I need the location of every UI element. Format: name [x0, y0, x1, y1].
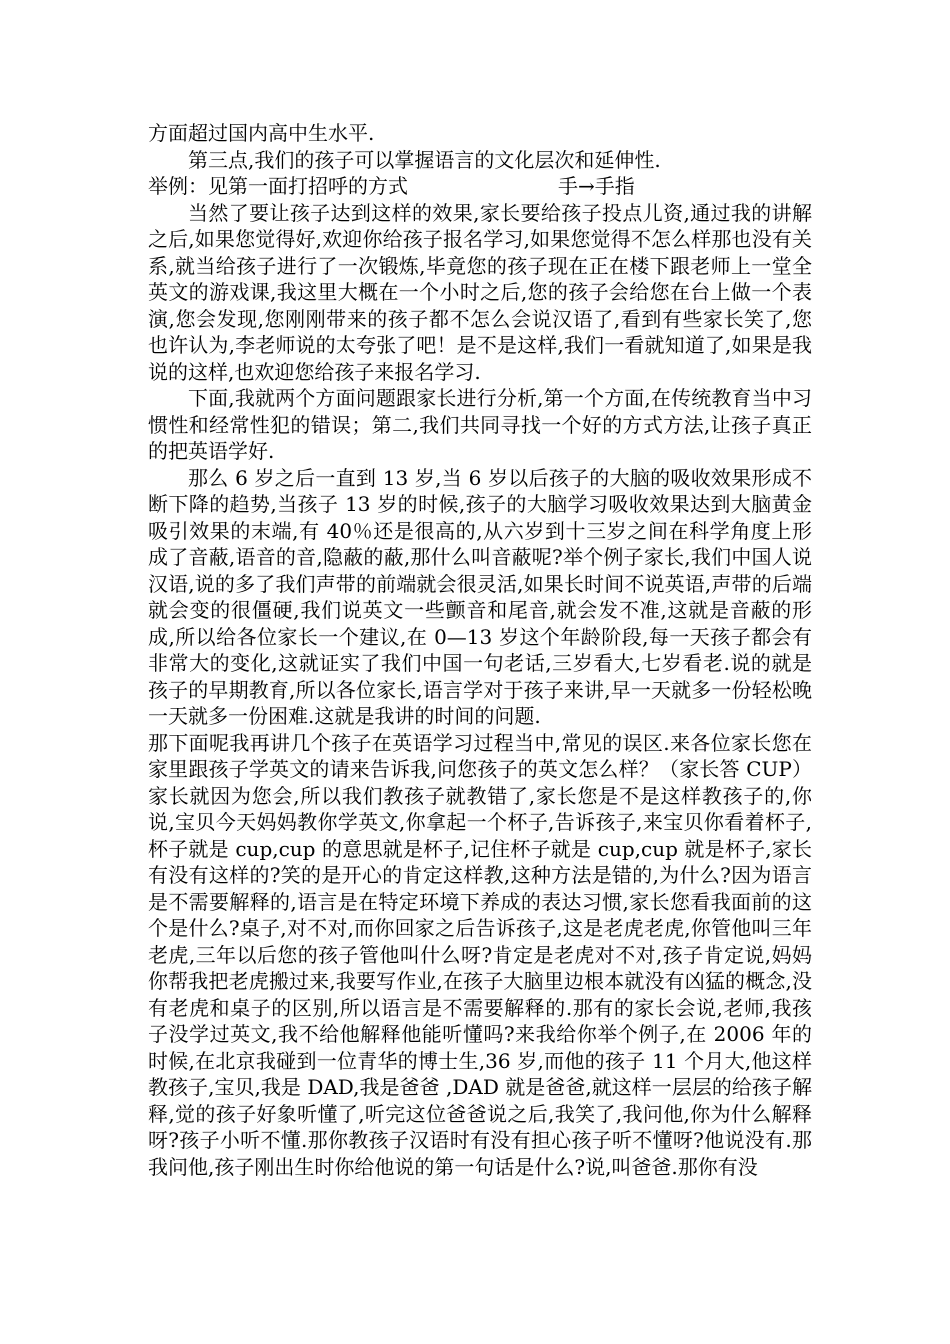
example-hand: 手 [558, 174, 578, 198]
paragraph-age-analysis: 那么 6 岁之后一直到 13 岁,当 6 岁以后孩子的大脑的吸收效果形成不断下降的趋势,当孩子 13 岁的时候,孩子的大脑学习吸收效果达到大脑黄金吸引效果的末端,有 40％还是很高的,从六岁到十三岁之间在科学角度上形成了音蔽,语音的音,隐蔽的蔽,那什么叫音蔽呢?举个例子家长,我们中国人说汉语,说的多了我们声带的前端就会很灵活,如果长时间不说英语,声带的后端就会变的很僵硬,我们说英文一些颤音和尾音,就会发不准,这就是音蔽的形成,所以给各位家长一个建议,在 0—13 岁这个年龄阶段,每一天孩子都会有非常大的变化,这就证实了我们中国一句老话,三岁看大,七岁看老.说的就是孩子的早期教育,所以各位家长,语言学对于孩子来讲,早一天就多一份轻松晚一天就多一份困难.这就是我讲的时间的问题. [148, 465, 812, 728]
example-finger: 手指 [594, 174, 635, 198]
example-line [148, 173, 812, 200]
paragraph-third-point: 第三点,我们的孩子可以掌握语言的文化层次和延伸性. [188, 147, 661, 172]
document-page [148, 120, 812, 1180]
right-arrow-icon: → [578, 174, 595, 198]
paragraph-misconceptions: 那下面呢我再讲几个孩子在英语学习过程当中,常见的误区.来各位家长您在家里跟孩子学英文的请来告诉我,问您孩子的英文怎么样？（家长答 CUP）家长就因为您会,所以我们教孩子就教错了,家长您是不是这样教孩子的,你说,宝贝今天妈妈教你学英文,你拿起一个杯子,告诉孩子,来宝贝你看着杯子,杯子就是 cup,cup 的意思就是杯子,记住杯子就是 cup,cup 就是杯子,家长有没有这样的?笑的是开心的肯定这样教,这种方法是错的,为什么?因为语言是不需要解释的,语言是在特定环境下养成的表达习惯,家长您看我面前的这个是什么?桌子,对不对,而你回家之后告诉孩子,这是老虎老虎,你管他叫三年老虎,三年以后您的孩子管他叫什么呀?肯定是老虎对不对,孩子肯定说,妈妈你帮我把老虎搬过来,我要写作业,在孩子大脑里边根本就没有凶猛的概念,没有老虎和桌子的区别,所以语言是不需要解释的.那有的家长会说,老师,我孩子没学过英文,我不给他解释他能听懂吗?来我给你举个例子,在 2006 年的时候,在北京我碰到一位青华的博士生,36 岁,而他的孩子 11 个月大,他这样教孩子,宝贝,我是 DAD,我是爸爸 ,DAD 就是爸爸,就这样一层层的给孩子解释,觉的孩子好象听懂了,听完这位爸爸说之后,我笑了,我问他,你为什么解释呀?孩子小听不懂.那你教孩子汉语时有没有担心孩子听不懂呀?他说没有.那我问他,孩子刚出生时你给他说的第一句话是什么?说,叫爸爸.那你有没 [148, 730, 812, 1179]
example-label: 举例：见第一面打招呼的方式 [148, 174, 408, 198]
paragraph-two-aspects: 下面,我就两个方面问题跟家长进行分析,第一个方面,在传统教育当中习惯性和经常性犯的错误；第二,我们共同寻找一个好的方式方法,让孩子真正的把英语学好. [148, 386, 812, 463]
paragraph-continued: 方面超过国内高中生水平. [148, 121, 375, 145]
example-gesture [558, 173, 635, 200]
paragraph-investment: 当然了要让孩子达到这样的效果,家长要给孩子投点儿资,通过我的讲解之后,如果您觉得好,欢迎你给孩子报名学习,如果您觉得不怎么样那也没有关系,就当给孩子进行了一次锻炼,毕竟您的孩子现在正在楼下跟老师上一堂全英文的游戏课,我这里大概在一个小时之后,您的孩子会给您在台上做一个表演,您会发现,您刚刚带来的孩子都不怎么会说汉语了,看到有些家长笑了,您也许认为,李老师说的太夸张了吧！是不是这样,我们一看就知道了,如果是我说的这样,也欢迎您给孩子来报名学习. [148, 200, 812, 384]
